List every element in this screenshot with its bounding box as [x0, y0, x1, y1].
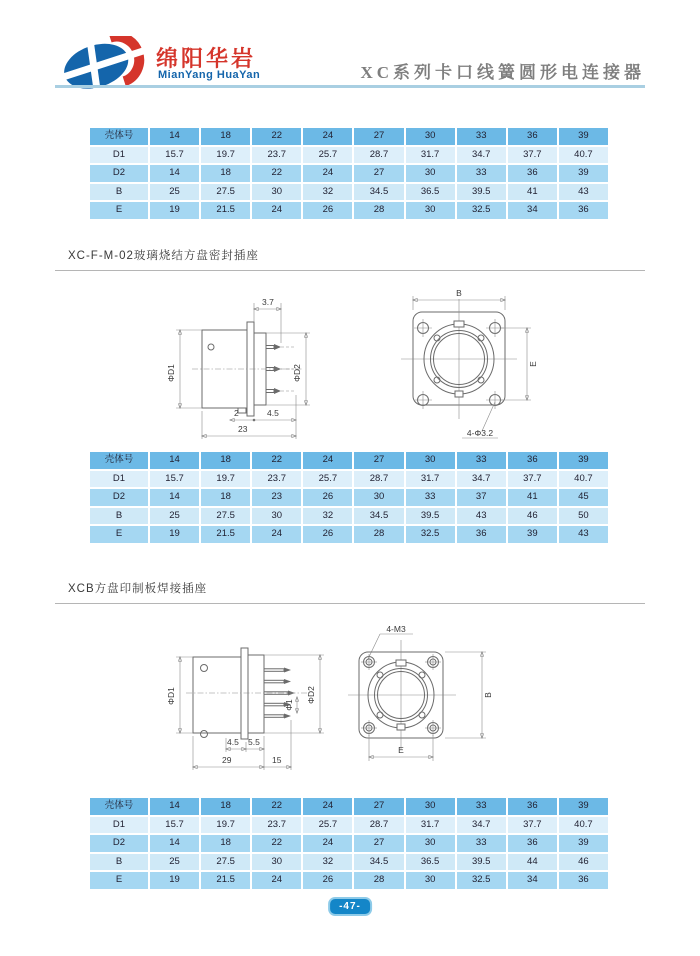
- table-cell: 34.7: [457, 471, 506, 488]
- table-cell: 21.5: [201, 526, 250, 543]
- table-cell: 34.5: [354, 508, 403, 525]
- table-header-cell: 27: [354, 452, 403, 469]
- table-cell: 24: [252, 526, 301, 543]
- table-cell: 30: [354, 489, 403, 506]
- front-view-drawing-2: [328, 618, 513, 786]
- dim-label-b2: 15: [272, 755, 282, 765]
- table-cell: 25.7: [303, 817, 352, 834]
- table-header-cell: 24: [303, 128, 352, 145]
- table-cell: 34: [508, 202, 557, 219]
- table-cell: 36: [457, 526, 506, 543]
- company-logo-icon: [60, 36, 152, 92]
- table-cell: 25.7: [303, 147, 352, 164]
- table-cell: 21.5: [201, 872, 250, 889]
- table-cell: 27.5: [201, 508, 250, 525]
- table-cell: 19.7: [201, 471, 250, 488]
- table-cell: 43: [457, 508, 506, 525]
- table-row-label: B: [90, 854, 148, 871]
- dim-label-e: E: [398, 745, 404, 755]
- table-cell: 32: [303, 854, 352, 871]
- table-header-cell: 14: [150, 798, 199, 815]
- dim-label-m2: 5.5: [248, 737, 260, 747]
- table-row-label: D1: [90, 147, 148, 164]
- header-divider: [55, 85, 645, 88]
- table-cell: 34: [508, 872, 557, 889]
- dim-label-e: E: [528, 361, 538, 367]
- table-cell: 37.7: [508, 817, 557, 834]
- table-cell: 25.7: [303, 471, 352, 488]
- dim-label-pin: Φ1: [284, 699, 294, 711]
- table-cell: 14: [150, 165, 199, 182]
- table-cell: 44: [508, 854, 557, 871]
- table-cell: 26: [303, 489, 352, 506]
- table-cell: 32.5: [457, 202, 506, 219]
- table-header-cell: 22: [252, 798, 301, 815]
- table-cell: 45: [559, 489, 608, 506]
- table-header-cell: 18: [201, 798, 250, 815]
- table-cell: 15.7: [150, 471, 199, 488]
- table-cell: 24: [252, 202, 301, 219]
- table-cell: 22: [252, 165, 301, 182]
- table-header-label: 壳体号: [90, 452, 148, 469]
- table-cell: 28.7: [354, 471, 403, 488]
- table-cell: 46: [508, 508, 557, 525]
- table-header-cell: 33: [457, 128, 506, 145]
- table-cell: 39.5: [406, 508, 455, 525]
- table-cell: 40.7: [559, 147, 608, 164]
- table-cell: 21.5: [201, 202, 250, 219]
- table-cell: 43: [559, 184, 608, 201]
- table-cell: 28: [354, 526, 403, 543]
- table-cell: 43: [559, 526, 608, 543]
- table-cell: 40.7: [559, 817, 608, 834]
- table-cell: 18: [201, 165, 250, 182]
- table-header-cell: 33: [457, 798, 506, 815]
- table-cell: 32.5: [457, 872, 506, 889]
- dim-label-b: B: [456, 288, 462, 298]
- page-number-badge: -47-: [328, 897, 372, 916]
- table-cell: 39: [508, 526, 557, 543]
- table-row-label: D1: [90, 817, 148, 834]
- table-header-label: 壳体号: [90, 798, 148, 815]
- dim-label-m1: 4.5: [227, 737, 239, 747]
- table-cell: 27: [354, 835, 403, 852]
- table-header-label: 壳体号: [90, 128, 148, 145]
- table-cell: 31.7: [406, 471, 455, 488]
- table-cell: 23.7: [252, 147, 301, 164]
- table-cell: 31.7: [406, 147, 455, 164]
- table-cell: 19: [150, 202, 199, 219]
- hole-note: 4-Φ3.2: [466, 428, 494, 438]
- spec-table-3: [90, 798, 608, 889]
- section-divider-2: [55, 603, 645, 604]
- dim-label-b: B: [483, 692, 493, 698]
- table-cell: 32: [303, 508, 352, 525]
- table-cell: 39: [559, 835, 608, 852]
- table-header-cell: 14: [150, 128, 199, 145]
- table-header-cell: 30: [406, 452, 455, 469]
- table-cell: 30: [406, 872, 455, 889]
- table-cell: 33: [406, 489, 455, 506]
- dim-label-d2: ΦD2: [306, 686, 316, 704]
- section-title-2: XCB方盘印制板焊接插座: [68, 583, 208, 595]
- section-title-1: XC-F-M-02玻璃烧结方盘密封插座: [68, 250, 259, 262]
- table-header-cell: 39: [559, 128, 608, 145]
- table-cell: 19: [150, 872, 199, 889]
- table-header-cell: 18: [201, 452, 250, 469]
- table-cell: 39.5: [457, 854, 506, 871]
- table-cell: 15.7: [150, 817, 199, 834]
- table-cell: 19: [150, 526, 199, 543]
- table-cell: 28: [354, 202, 403, 219]
- table-cell: 14: [150, 489, 199, 506]
- table-cell: 32: [303, 184, 352, 201]
- table-cell: 36.5: [406, 854, 455, 871]
- table-cell: 30: [252, 508, 301, 525]
- table-row-label: E: [90, 202, 148, 219]
- dim-label-23: 23: [238, 424, 248, 434]
- table-cell: 50: [559, 508, 608, 525]
- table-cell: 36: [559, 872, 608, 889]
- table-cell: 46: [559, 854, 608, 871]
- table-cell: 34.5: [354, 854, 403, 871]
- table-cell: 23.7: [252, 471, 301, 488]
- dim-label-b1: 29: [222, 755, 232, 765]
- table-row-label: D2: [90, 835, 148, 852]
- table-cell: 26: [303, 872, 352, 889]
- table-cell: 23: [252, 489, 301, 506]
- table-cell: 22: [252, 835, 301, 852]
- table-row-label: D2: [90, 165, 148, 182]
- table-cell: 28.7: [354, 147, 403, 164]
- spec-table-1: [90, 128, 608, 219]
- table-cell: 36: [559, 202, 608, 219]
- table-cell: 26: [303, 526, 352, 543]
- table-cell: 34.7: [457, 147, 506, 164]
- table-header-cell: 36: [508, 452, 557, 469]
- table-cell: 19.7: [201, 817, 250, 834]
- table-cell: 39.5: [457, 184, 506, 201]
- table-cell: 33: [457, 835, 506, 852]
- table-header-cell: 36: [508, 798, 557, 815]
- table-cell: 18: [201, 489, 250, 506]
- table-header-cell: 39: [559, 798, 608, 815]
- table-cell: 27: [354, 165, 403, 182]
- table-header-cell: 27: [354, 798, 403, 815]
- table-header-cell: 22: [252, 452, 301, 469]
- table-cell: 24: [303, 165, 352, 182]
- table-cell: 26: [303, 202, 352, 219]
- table-cell: 34.7: [457, 817, 506, 834]
- table-cell: 19.7: [201, 147, 250, 164]
- table-header-cell: 27: [354, 128, 403, 145]
- table-cell: 30: [406, 202, 455, 219]
- table-cell: 24: [303, 835, 352, 852]
- table-header-cell: 39: [559, 452, 608, 469]
- thread-note: 4-M3: [386, 624, 406, 634]
- dim-label-4-5: 4.5: [267, 408, 279, 418]
- table-cell: 30: [406, 165, 455, 182]
- table-header-cell: 24: [303, 452, 352, 469]
- front-view-drawing-1: [383, 285, 558, 445]
- side-view-drawing-1: [150, 283, 360, 448]
- dim-label-3-7: 3.7: [262, 297, 274, 307]
- table-cell: 31.7: [406, 817, 455, 834]
- table-cell: 36.5: [406, 184, 455, 201]
- page-title: XC系列卡口线簧圆形电连接器: [360, 63, 645, 82]
- table-row-label: D1: [90, 471, 148, 488]
- table-row-label: B: [90, 184, 148, 201]
- table-cell: 36: [508, 835, 557, 852]
- section-divider-1: [55, 270, 645, 271]
- table-cell: 32.5: [406, 526, 455, 543]
- table-cell: 15.7: [150, 147, 199, 164]
- table-cell: 28: [354, 872, 403, 889]
- table-cell: 41: [508, 489, 557, 506]
- table-header-cell: 18: [201, 128, 250, 145]
- table-header-cell: 30: [406, 128, 455, 145]
- table-cell: 25: [150, 854, 199, 871]
- table-cell: 27.5: [201, 184, 250, 201]
- spec-table-2: [90, 452, 608, 543]
- table-row-label: B: [90, 508, 148, 525]
- table-header-cell: 33: [457, 452, 506, 469]
- table-cell: 25: [150, 184, 199, 201]
- table-cell: 24: [252, 872, 301, 889]
- table-cell: 30: [252, 854, 301, 871]
- table-cell: 30: [406, 835, 455, 852]
- table-cell: 28.7: [354, 817, 403, 834]
- company-name-cn: 绵阳华岩: [156, 46, 257, 71]
- table-cell: 37.7: [508, 147, 557, 164]
- dim-label-d2: ΦD2: [292, 364, 302, 382]
- table-cell: 36: [508, 165, 557, 182]
- table-header-cell: 22: [252, 128, 301, 145]
- table-cell: 30: [252, 184, 301, 201]
- table-header-cell: 36: [508, 128, 557, 145]
- table-cell: 39: [559, 165, 608, 182]
- table-cell: 34.5: [354, 184, 403, 201]
- table-cell: 33: [457, 165, 506, 182]
- table-cell: 37.7: [508, 471, 557, 488]
- table-header-cell: 14: [150, 452, 199, 469]
- table-cell: 23.7: [252, 817, 301, 834]
- table-cell: 27.5: [201, 854, 250, 871]
- table-header-cell: 30: [406, 798, 455, 815]
- table-row-label: D2: [90, 489, 148, 506]
- table-cell: 25: [150, 508, 199, 525]
- dim-label-d1: ΦD1: [166, 687, 176, 705]
- dim-label-2: 2: [234, 408, 239, 418]
- company-name-en: MianYang HuaYan: [158, 69, 261, 81]
- table-cell: 18: [201, 835, 250, 852]
- table-row-label: E: [90, 526, 148, 543]
- table-cell: 37: [457, 489, 506, 506]
- table-cell: 14: [150, 835, 199, 852]
- table-row-label: E: [90, 872, 148, 889]
- dim-label-d1: ΦD1: [166, 364, 176, 382]
- table-cell: 41: [508, 184, 557, 201]
- table-cell: 40.7: [559, 471, 608, 488]
- table-header-cell: 24: [303, 798, 352, 815]
